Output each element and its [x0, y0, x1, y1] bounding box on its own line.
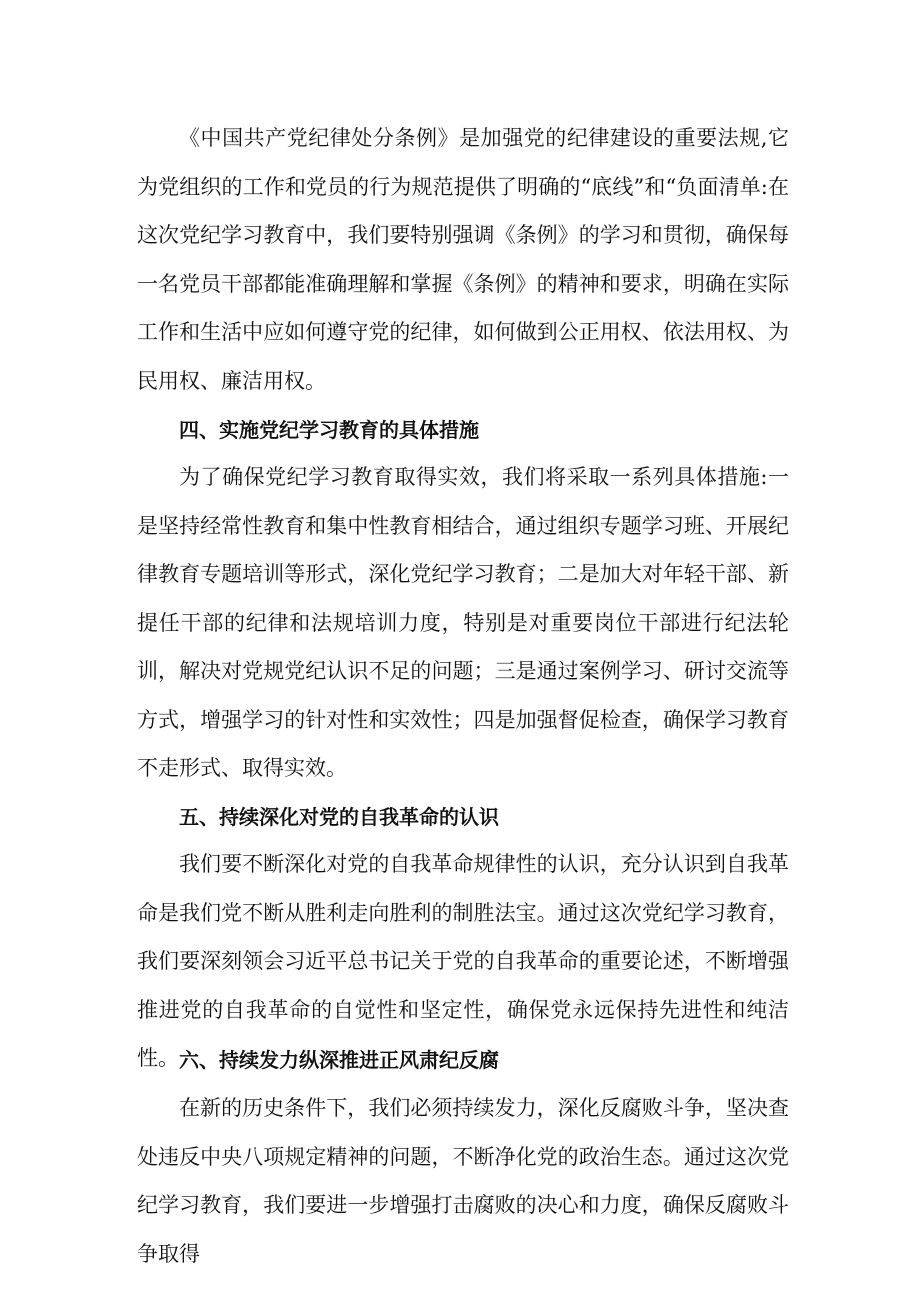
- section-heading-5: 五、持续深化对党的自我革命的认识: [179, 805, 499, 829]
- section-heading-4: 四、实施党纪学习教育的具体措施: [179, 418, 479, 442]
- paragraph-party-discipline-regulations: 《中国共产党纪律处分条例》是加强党的纪律建设的重要法规,它为党组织的工作和党员的行为规范提供了明确的“底线”和“负面清单:在这次党纪学习教育中，我们要特别强调《条例》的学习和贯彻，确保每一名党员干部都能准确理解和掌握《条例》的精神和要求，明确在实际工作和生活中应如何遵守党的纪律，如何做到公正用权、依法用权、为民用权、廉洁用权。: [137, 126, 789, 393]
- paragraph-anti-corruption: 在新的历史条件下，我们必须持续发力，深化反腐败斗争，坚决查处违反中央八项规定精神的问题，不断净化党的政治生态。通过这次党纪学习教育，我们要进一步增强打击腐败的决心和力度，确保反腐败斗争取得: [137, 1096, 789, 1266]
- section-heading-6: 六、持续发力纵深推进正风肃纪反腐: [179, 1048, 499, 1072]
- paragraph-specific-measures: 为了确保党纪学习教育取得实效，我们将采取一系列具体措施:一是坚持经常性教育和集中性教育相结合，通过组织专题学习班、开展纪律教育专题培训等形式，深化党纪学习教育；二是加大对年轻干部、新提任干部的纪律和法规培训力度，特别是对重要岗位干部进行纪法轮训，解决对党规党纪认识不足的问题；三是通过案例学习、研讨交流等方式，增强学习的针对性和实效性；四是加强督促检查，确保学习教育不走形式、取得实效。: [137, 465, 789, 780]
- paragraph-self-revolution: 我们要不断深化对党的自我革命规律性的认识，充分认识到自我革命是我们党不断从胜利走向胜利的制胜法宝。通过这次党纪学习教育，我们要深刻领会习近平总书记关于党的自我革命的重要论述，不断增强推进党的自我革命的自觉性和坚定性，确保党永远保持先进性和纯洁性。: [137, 852, 789, 1070]
